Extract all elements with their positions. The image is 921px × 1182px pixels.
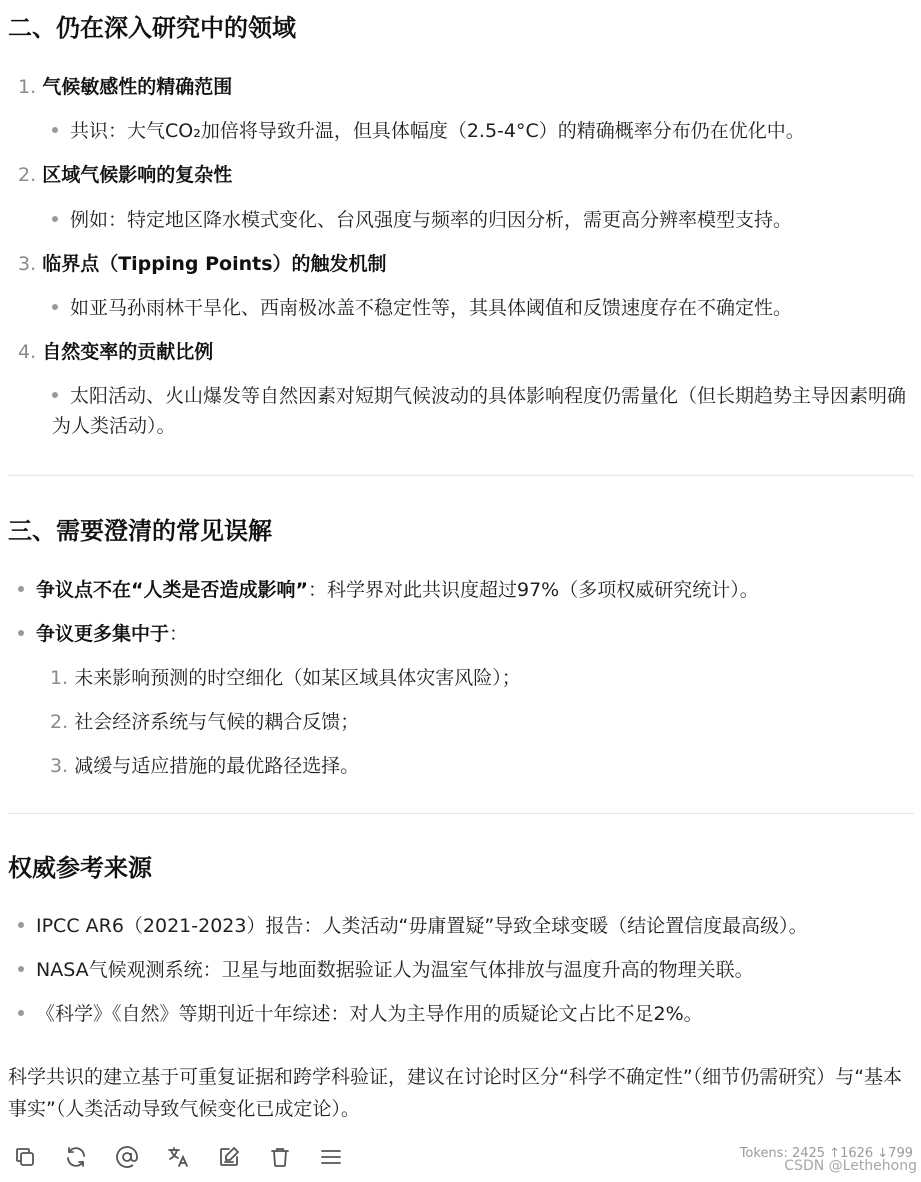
translate-icon [166,1145,190,1169]
translate-button[interactable] [161,1140,195,1174]
at-icon [115,1145,139,1169]
item-detail: 如亚马孙雨林干旱化、西南极冰盖不稳定性等，其具体阈值和反馈速度存在不确定性。 [70,297,793,319]
item-heading: 争议更多集中于 [36,623,170,645]
watermark: CSDN @Lethehong [784,1158,917,1174]
delete-button[interactable] [263,1140,297,1174]
conclusion-paragraph: 科学共识的建立基于可重复证据和跨学科验证，建议在讨论时区分“科学不确定性”（细节仍需研究）与“基本事实”（人类活动导致气候变化已成定论）。 [8,1066,903,1120]
section-heading: 三、需要澄清的常见误解 [8,517,272,545]
section-heading: 二、仍在深入研究中的领域 [8,14,296,42]
item-detail: 例如：特定地区降水模式变化、台风强度与频率的归因分析，需更高分辨率模型支持。 [70,209,793,231]
more-menu-button[interactable] [314,1140,348,1174]
item-detail: 《科学》《自然》等期刊近十年综述：对人为主导作用的质疑论文占比不足2%。 [36,1003,703,1025]
item-detail: ： [169,623,189,645]
list-item [52,293,792,323]
bullet-icon [18,922,24,928]
bullet-icon [52,216,58,222]
section-heading: 权威参考来源 [8,854,152,882]
list-item [18,72,232,102]
list-number: 4. [18,341,37,363]
list-item [18,955,754,985]
item-detail: 共识：大气CO₂加倍将导致升温，但具体幅度（2.5-4°C）的精确概率分布仍在优化中。 [70,120,805,142]
regenerate-button[interactable] [59,1140,93,1174]
mention-button[interactable] [110,1140,144,1174]
item-heading: 争议点不在“人类是否造成影响” [36,579,308,601]
item-detail: 减缓与适应措施的最优路径选择。 [74,755,360,777]
item-heading: 气候敏感性的精确范围 [42,76,233,98]
item-detail: 未来影响预测的时空细化（如某区域具体灾害风险）； [74,667,521,689]
copy-button[interactable] [8,1140,42,1174]
list-item [18,911,808,941]
list-number: 1. [18,76,37,98]
bullet-icon [52,392,58,398]
list-item [18,999,703,1029]
list-item [52,116,805,146]
list-item [18,337,213,367]
item-detail: ：科学界对此共识度超过97%（多项权威研究统计）。 [307,579,759,601]
bullet-icon [18,1010,24,1016]
list-item [18,575,759,605]
list-number: 2. [50,711,69,733]
bullet-icon [52,127,58,133]
list-item [18,249,387,279]
item-heading: 自然变率的贡献比例 [42,341,214,363]
divider [8,813,914,814]
refresh-icon [64,1145,88,1169]
message-toolbar [8,1140,365,1174]
bullet-icon [18,586,24,592]
bullet-icon [18,630,24,636]
item-heading: 临界点（Tipping Points）的触发机制 [42,253,387,275]
item-detail: 太阳活动、火山爆发等自然因素对短期气候波动的具体影响程度仍需量化（但长期趋势主导因素明确为人类活动）。 [52,385,907,437]
list-item [50,663,521,693]
item-detail: IPCC AR6（2021-2023）报告：人类活动“毋庸置疑”导致全球变暖（结论置信度最高级）。 [36,915,808,937]
item-heading: 区域气候影响的复杂性 [42,164,233,186]
edit-icon [217,1145,241,1169]
list-item [50,707,359,737]
list-number: 3. [50,755,69,777]
list-number: 3. [18,253,37,275]
list-item [18,160,232,190]
list-item [52,205,792,235]
list-number: 2. [18,164,37,186]
list-item [52,381,914,441]
list-number: 1. [50,667,69,689]
item-detail: 社会经济系统与气候的耦合反馈； [74,711,360,733]
list-item [50,751,359,781]
menu-icon [319,1145,343,1169]
trash-icon [268,1145,292,1169]
item-detail: NASA气候观测系统：卫星与地面数据验证人为温室气体排放与温度升高的物理关联。 [36,959,754,981]
copy-icon [13,1145,37,1169]
divider [8,475,914,476]
list-item [18,619,188,649]
bullet-icon [52,304,58,310]
edit-button[interactable] [212,1140,246,1174]
token-count: Tokens: 2425 ↑1626 ↓799 [739,1146,913,1161]
bullet-icon [18,966,24,972]
